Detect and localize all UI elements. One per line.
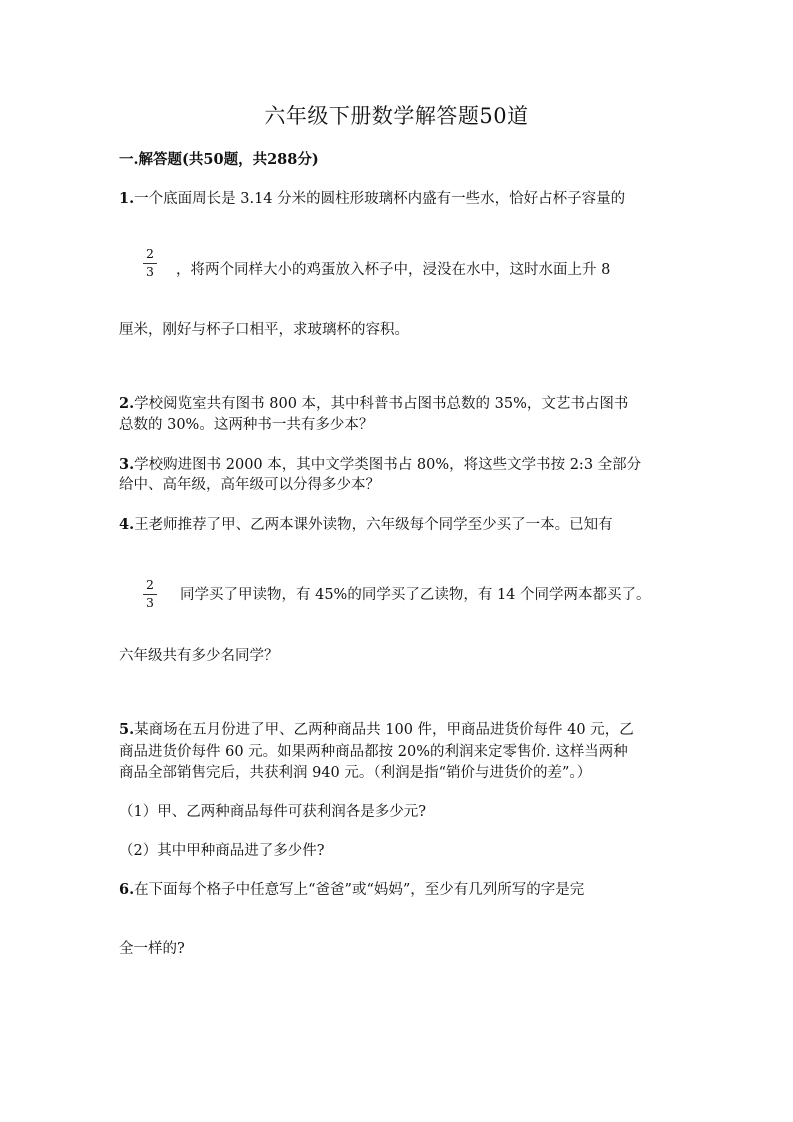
question-5-line-2: 商品进货价每件 60 元。如果两种商品都按 20%的利润来定零售价. 这样当两种 bbox=[119, 744, 628, 760]
question-2-line-1 bbox=[119, 392, 628, 413]
question-4-fraction bbox=[143, 579, 157, 609]
section-heading: 一.解答题(共50题，共288分) bbox=[119, 151, 319, 168]
question-1-line-1 bbox=[119, 187, 625, 208]
question-3-line-2: 给中、高年级，高年级可以分得多少本？ bbox=[119, 477, 380, 493]
question-5-line-3: 商品全部销售完后，共获利润 940 元。（利润是指“销价与进货价的差”。） bbox=[119, 765, 592, 781]
question-5-number: 5. bbox=[119, 721, 135, 738]
question-6-number: 6. bbox=[119, 881, 135, 898]
question-5-sub-1: （1）甲、乙两种商品每件可获利润各是多少元? bbox=[119, 804, 426, 820]
question-1-line-3: 厘米，刚好与杯子口相平，求玻璃杯的容积。 bbox=[119, 322, 409, 338]
question-3-line-1 bbox=[119, 453, 641, 474]
question-1-line-2: ，将两个同样大小的鸡蛋放入杯子中，浸没在水中，这时水面上升 8 bbox=[176, 262, 611, 278]
question-1-number: 1. bbox=[119, 190, 135, 207]
page-title: 六年级下册数学解答题50道 bbox=[264, 104, 529, 128]
fraction-denominator: 3 bbox=[146, 594, 154, 610]
question-2-line-2: 总数的 30%。这两种书一共有多少本？ bbox=[119, 417, 374, 433]
question-4-line-3: 六年级共有多少名同学？ bbox=[119, 648, 279, 664]
question-5-sub-2: （2）其中甲种商品进了多少件? bbox=[119, 843, 325, 859]
question-6-line-2: 全一样的? bbox=[119, 941, 185, 957]
question-5-line-1 bbox=[119, 718, 634, 739]
fraction-numerator: 2 bbox=[146, 577, 154, 592]
question-3-text: 学校购进图书 2000 本，其中文学类图书占 80%，将这些文学书按 2:3 全部分 bbox=[134, 457, 642, 473]
question-3-number: 3. bbox=[119, 456, 135, 473]
question-6-text: 在下面每个格子中任意写上“爸爸”或“妈妈”，至少有几列所写的字是完 bbox=[134, 882, 585, 898]
question-2-number: 2. bbox=[119, 395, 135, 412]
fraction-denominator: 3 bbox=[146, 263, 154, 279]
question-1-text: 一个底面周长是 3.14 分米的圆柱形玻璃杯内盛有一些水，恰好占杯子容量的 bbox=[134, 191, 626, 207]
question-2-text: 学校阅览室共有图书 800 本，其中科普书占图书总数的 35%，文艺书占图书 bbox=[134, 396, 629, 412]
question-4-line-1 bbox=[119, 513, 613, 534]
question-4-number: 4. bbox=[119, 516, 135, 533]
question-5-text: 某商场在五月份进了甲、乙两种商品共 100 件，甲商品进货价每件 40 元，乙 bbox=[134, 722, 634, 738]
question-1-fraction bbox=[143, 248, 157, 278]
question-4-text: 王老师推荐了甲、乙两本课外读物，六年级每个同学至少买了一本。已知有 bbox=[134, 517, 613, 533]
fraction-numerator: 2 bbox=[146, 246, 154, 261]
question-4-line-2: 同学买了甲读物，有 45%的同学买了乙读物，有 14 个同学两本都买了。 bbox=[180, 587, 651, 603]
question-6-line-1 bbox=[119, 878, 584, 899]
